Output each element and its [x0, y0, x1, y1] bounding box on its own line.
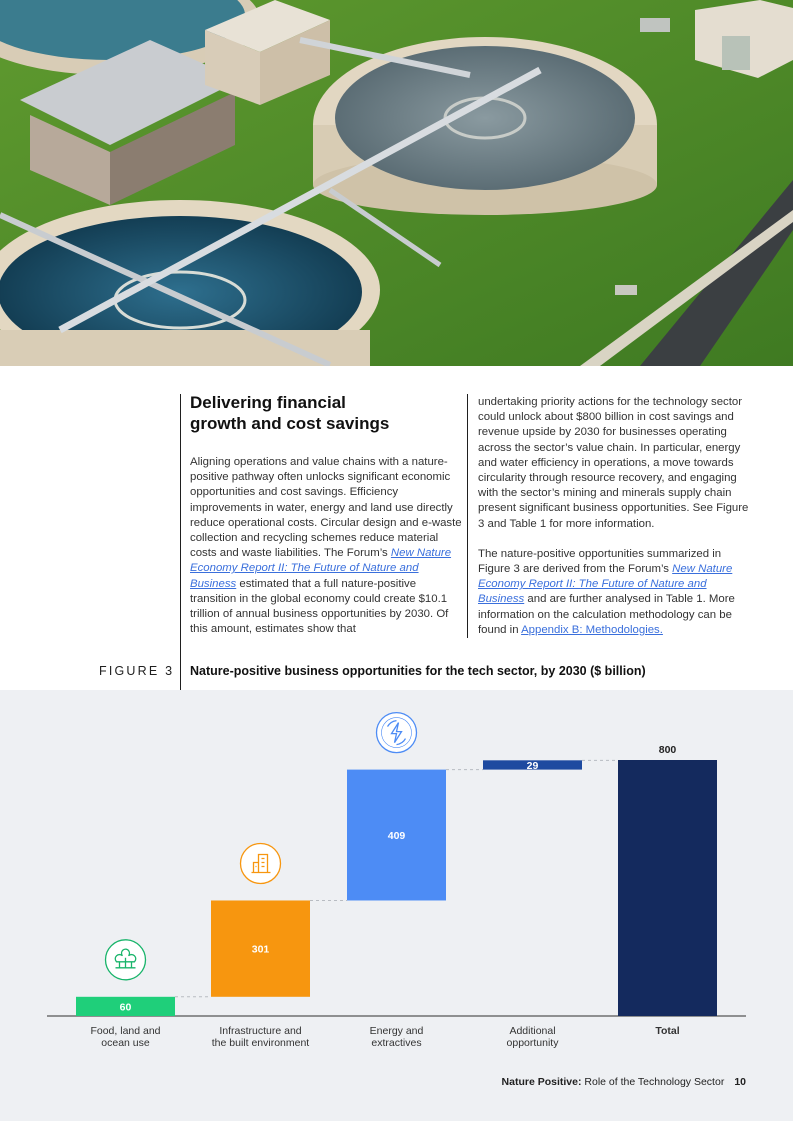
chart-value-label-2: 301	[251, 943, 270, 956]
chart-value-label-4: 29	[526, 760, 539, 773]
column-rule-left	[180, 394, 181, 690]
paragraph	[190, 455, 462, 637]
tree-icon	[106, 940, 146, 980]
page-footer	[502, 1076, 746, 1088]
paragraph	[478, 547, 750, 638]
hero-photo	[0, 0, 793, 366]
page-number: 10	[734, 1076, 746, 1088]
category-label-2: Infrastructure and	[219, 1025, 302, 1037]
energy-icon	[377, 713, 417, 753]
paragraph-text: The nature-positive opportunities summarized in Figure 3 are derived from the Forum’s	[478, 547, 722, 576]
figure-label: FIGURE 3	[99, 664, 175, 678]
waterfall-chart	[0, 690, 793, 1121]
category-label-2: the built environment	[211, 1037, 310, 1049]
paragraph-text: estimated that a full nature-positive transition in the global economy could create $10.1 trillion of annual business opportunities by 2030. Of this amount, estimates show that	[190, 577, 449, 636]
text-column-right	[478, 395, 750, 638]
section-heading-line1: Delivering financial	[190, 393, 346, 412]
text-column-left	[190, 455, 462, 637]
column-rule-right	[467, 394, 468, 638]
paragraph-text: Aligning operations and value chains with a nature-positive pathway often unlocks significant economic opportunities and cost savings. Efficiency improvements in water, energy and land use directly reduce operational costs. Circular design and e-waste collection and recycling schemes reduce material costs and waste liabilities. The Forum’s	[190, 456, 462, 560]
chart-bar-5	[618, 760, 717, 1016]
category-label-3: extractives	[371, 1037, 422, 1049]
paragraph-text: and are further analysed in Table 1. More information on the calculation methodology can be found in	[478, 593, 735, 636]
category-label-3: Energy and	[369, 1025, 424, 1037]
category-label-4: opportunity	[506, 1037, 559, 1049]
category-label-5: Total	[655, 1025, 680, 1037]
chart-area	[0, 690, 793, 1121]
building-icon	[241, 843, 281, 883]
paragraph: undertaking priority actions for the technology sector could unlock about $800 billion in cost savings and revenue upside by 2030 for businesses operating across the sector’s value chain. In particular, energy and water efficiency in operations, a move towards circularity through resource recovery, and engaging with the sector’s mining and minerals supply chain present significant business opportunities. See Figure 3 and Table 1 for more information.	[478, 396, 749, 530]
section-heading-line2: growth and cost savings	[190, 414, 390, 433]
section-heading	[190, 392, 460, 434]
figure-title: Nature-positive business opportunities for the tech sector, by 2030 ($ billion)	[190, 664, 646, 678]
report-link[interactable]: New Nature Economy Report II: The Future of Nature and Business	[190, 547, 452, 590]
footer-title: Role of the Technology Sector	[581, 1076, 725, 1088]
footer-title-bold: Nature Positive:	[501, 1076, 582, 1088]
chart-value-label-5: 800	[658, 744, 677, 756]
category-label-1: Food, land and	[90, 1025, 161, 1037]
category-label-1: ocean use	[101, 1037, 150, 1049]
category-label-4: Additional	[509, 1025, 556, 1037]
appendix-link[interactable]: Appendix B: Methodologies.	[521, 623, 663, 636]
chart-value-label-3: 409	[387, 830, 406, 843]
chart-value-label-1: 60	[119, 1001, 132, 1014]
report-link[interactable]: New Nature Economy Report II: The Future of Nature and Business	[478, 563, 733, 606]
figure-rule	[180, 660, 181, 690]
